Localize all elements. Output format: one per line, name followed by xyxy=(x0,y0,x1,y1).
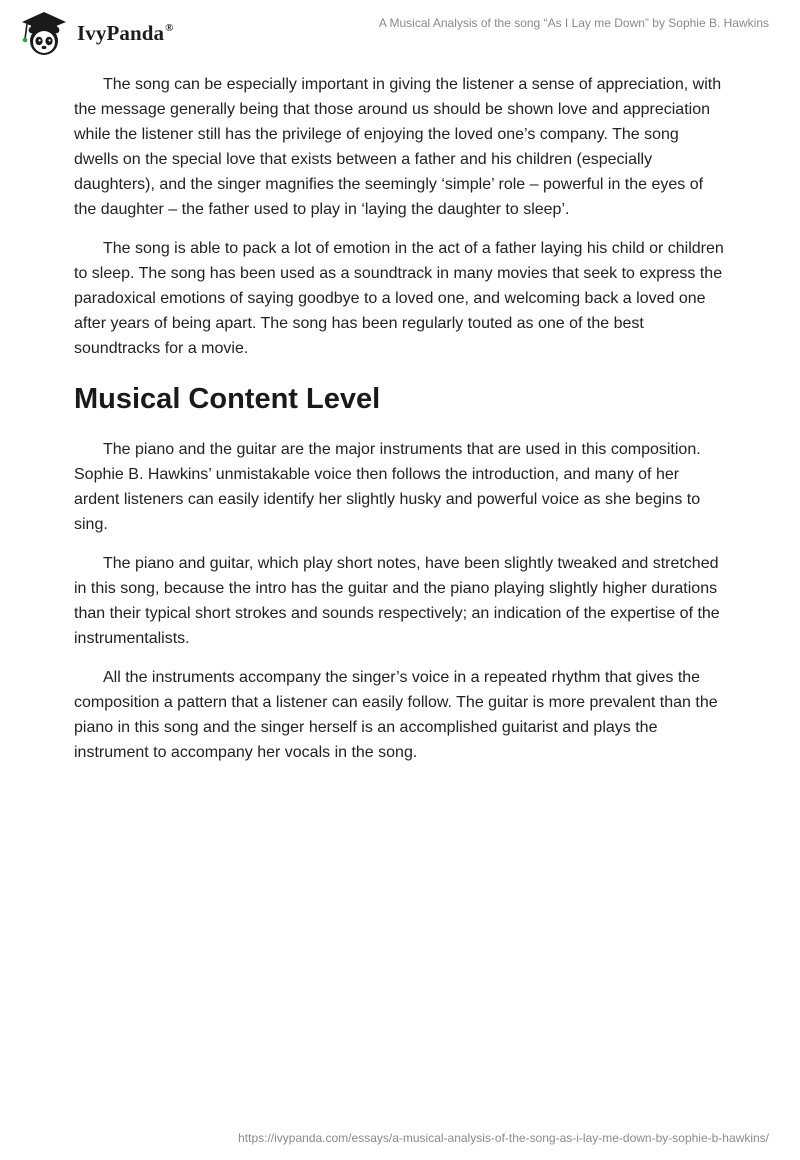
document-title: A Musical Analysis of the song “As I Lay me Down” by Sophie B. Hawkins xyxy=(378,16,769,30)
panda-graduate-icon xyxy=(14,8,76,56)
essay-body xyxy=(74,72,726,779)
source-url-link[interactable]: https://ivypanda.com/essays/a-musical-analysis-of-the-song-as-i-lay-me-down-by-sophie-b-hawkins/ xyxy=(238,1131,769,1145)
paragraph: The song is able to pack a lot of emotion in the act of a father laying his child or children to sleep. The song has been used as a soundtrack in many movies that seek to express the paradoxical emotions of saying goodbye to a loved one, and welcoming back a loved one after years of being apart. The song has been regularly touted as one of the best soundtracks for a movie. xyxy=(74,240,724,357)
brand-name: IvyPanda® xyxy=(77,20,174,45)
section-heading: Musical Content Level xyxy=(74,383,381,415)
brand-logo[interactable] xyxy=(14,8,174,56)
paragraph: The piano and guitar, which play short notes, have been slightly tweaked and stretched in this song, because the intro has the guitar and the piano playing slightly higher durations than their typical short strokes and sounds respectively; an indication of the expertise of the instrumentalists. xyxy=(74,555,720,647)
paragraph: The song can be especially important in giving the listener a sense of appreciation, with the message generally being that those around us should be shown love and appreciation while the listener still has the privilege of enjoying the loved one’s company. The song dwells on the special love that exists between a father and his children (especially daughters), and the singer magnifies the seemingly ‘simple’ role – powerful in the eyes of the daughter – the father used to play in ‘laying the daughter to sleep’. xyxy=(74,76,722,218)
paragraph: All the instruments accompany the singer’s voice in a repeated rhythm that gives the composition a pattern that a listener can easily follow. The guitar is more prevalent than the piano in this song and the singer herself is an accomplished guitarist and plays the instrument to accompany her vocals in the song. xyxy=(74,669,718,761)
paragraph: The piano and the guitar are the major instruments that are used in this composition. Sophie B. Hawkins’ unmistakable voice then follows the introduction, and many of her ardent listeners can easily identify her slightly husky and powerful voice as she begins to sing. xyxy=(74,441,701,533)
